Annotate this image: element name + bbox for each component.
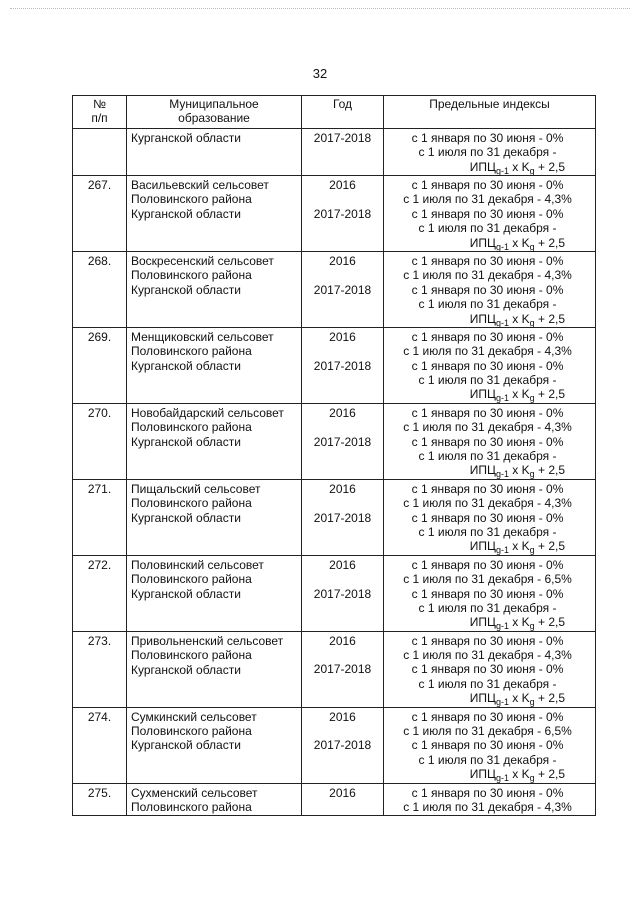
index-formula (384, 160, 591, 174)
formula-cpi: ИПЦ (469, 615, 496, 630)
year-cell (302, 175, 384, 251)
index-formula (384, 463, 591, 480)
municipality-name: Новобайдарский сельсовет Половинского района Курганской области (127, 403, 302, 479)
formula-coef: x K (508, 767, 530, 782)
index-line: с 1 июля по 31 декабря - 4,3% (403, 344, 572, 359)
year-cell (302, 783, 384, 816)
row-number: 275. (73, 783, 127, 816)
index-line: с 1 января по 30 июня - 0% (411, 282, 564, 297)
table-row (73, 403, 596, 479)
header-municipality: Муниципальное образование (127, 96, 302, 129)
index-cell (384, 175, 596, 251)
municipality-name: Воскресенский сельсовет Половинского района Курганской области (127, 251, 302, 327)
index-line: с 1 января по 30 июня - 0% (411, 434, 564, 449)
index-line: с 1 января по 30 июня - 0% (411, 510, 564, 525)
formula-coef-subscript: g (529, 317, 535, 328)
formula-cpi: ИПЦ (469, 463, 496, 478)
year-value: 2017-2018 (313, 738, 372, 753)
municipality-name: Пищальский сельсовет Половинского района Курганской области (127, 479, 302, 555)
year-value (302, 268, 383, 282)
year-value (302, 192, 383, 206)
formula-cpi: ИПЦ (469, 387, 496, 402)
formula-coef: x K (508, 463, 530, 478)
header-number: № п/п (73, 96, 127, 129)
year-value: 2016 (329, 405, 356, 420)
index-cell (384, 128, 596, 175)
year-value: 2016 (329, 253, 356, 268)
row-number: 268. (73, 251, 127, 327)
formula-coef-subscript: g (529, 393, 535, 404)
formula-cpi-subscript: g-1 (495, 393, 509, 404)
index-line: с 1 января по 30 июня - 0% (411, 662, 564, 677)
formula-addend: + 2,5 (534, 311, 565, 326)
row-number: 274. (73, 707, 127, 783)
table-body (73, 128, 596, 816)
formula-cpi: ИПЦ (469, 767, 496, 782)
formula-coef-subscript: g (529, 545, 535, 556)
index-formula (384, 312, 591, 326)
year-value: 2016 (329, 633, 356, 648)
index-formula (384, 767, 591, 784)
year-cell (302, 251, 384, 327)
formula-addend: + 2,5 (534, 615, 565, 630)
index-formula (384, 387, 591, 404)
year-value: 2016 (329, 481, 356, 496)
index-line: с 1 января по 30 июня - 0% (411, 358, 564, 373)
formula-cpi-subscript: g-1 (495, 545, 509, 556)
year-value (302, 420, 383, 434)
table-row (73, 251, 596, 327)
year-value: 2016 (329, 557, 356, 572)
year-cell (302, 327, 384, 403)
index-cell (384, 555, 596, 631)
index-line: с 1 января по 30 июня - 0% (411, 130, 564, 145)
municipality-name: Васильевский сельсовет Половинского района Курганской области (127, 175, 302, 251)
table-row (73, 707, 596, 783)
municipality-name: Половинский сельсовет Половинского района Курганской области (127, 555, 302, 631)
row-number: 270. (73, 403, 127, 479)
year-value: 2016 (329, 709, 356, 724)
formula-addend: + 2,5 (534, 159, 565, 174)
formula-coef: x K (508, 311, 530, 326)
year-value (302, 344, 383, 358)
index-cell (384, 327, 596, 403)
table-row (73, 555, 596, 631)
index-line: с 1 января по 30 июня - 0% (411, 586, 564, 601)
table-row (73, 631, 596, 707)
year-value: 2017-2018 (313, 586, 372, 601)
formula-coef-subscript: g (529, 469, 535, 480)
formula-coef: x K (508, 615, 530, 630)
index-formula (384, 615, 591, 632)
table-row (73, 783, 596, 816)
index-line: с 1 января по 30 июня - 0% (411, 738, 564, 753)
index-line: с 1 января по 30 июня - 0% (411, 177, 564, 192)
index-line: с 1 июля по 31 декабря - (418, 752, 557, 767)
index-line: с 1 января по 30 июня - 0% (411, 253, 564, 268)
formula-cpi: ИПЦ (469, 311, 496, 326)
year-value (302, 648, 383, 662)
formula-cpi-subscript: g-1 (495, 469, 509, 480)
table-header-row (73, 96, 596, 129)
index-line: с 1 июля по 31 декабря - 4,3% (403, 192, 572, 207)
index-line: с 1 июля по 31 декабря - (418, 145, 557, 160)
index-line: с 1 января по 30 июня - 0% (411, 709, 564, 724)
formula-cpi-subscript: g-1 (495, 317, 509, 328)
year-cell (302, 631, 384, 707)
index-formula (384, 691, 591, 708)
index-line: с 1 июля по 31 декабря - (418, 373, 557, 388)
municipality-name: Сумкинский сельсовет Половинского района Курганской области (127, 707, 302, 783)
index-line: с 1 января по 30 июня - 0% (411, 785, 564, 800)
index-line: с 1 января по 30 июня - 0% (411, 206, 564, 221)
year-cell (302, 555, 384, 631)
table-row (73, 128, 596, 175)
year-value: 2017-2018 (313, 282, 372, 297)
year-value: 2016 (329, 785, 356, 800)
formula-cpi-subscript: g-1 (495, 697, 509, 708)
year-value: 2017-2018 (313, 130, 372, 145)
index-cell (384, 403, 596, 479)
row-number: 267. (73, 175, 127, 251)
year-value: 2017-2018 (313, 206, 372, 221)
formula-cpi-subscript: g-1 (495, 165, 509, 176)
header-year: Год (302, 96, 384, 129)
formula-cpi: ИПЦ (469, 539, 496, 554)
price-index-table (72, 95, 596, 816)
formula-coef-subscript: g (529, 773, 535, 784)
formula-cpi: ИПЦ (469, 159, 496, 174)
year-cell (302, 403, 384, 479)
year-cell (302, 128, 384, 175)
index-cell (384, 707, 596, 783)
index-line: с 1 июля по 31 декабря - (418, 449, 557, 464)
formula-coef: x K (508, 691, 530, 706)
municipality-name: Менщиковский сельсовет Половинского района Курганской области (127, 327, 302, 403)
index-cell (384, 251, 596, 327)
scan-edge-artifact (10, 8, 630, 10)
municipality-name: Курганской области (127, 128, 302, 175)
year-value: 2017-2018 (313, 662, 372, 677)
year-value: 2016 (329, 177, 356, 192)
municipality-name: Привольненский сельсовет Половинского района Курганской области (127, 631, 302, 707)
row-number: 273. (73, 631, 127, 707)
formula-coef-subscript: g (529, 621, 535, 632)
formula-cpi-subscript: g-1 (495, 621, 509, 632)
formula-coef-subscript: g (529, 165, 535, 176)
formula-coef: x K (508, 539, 530, 554)
formula-addend: + 2,5 (534, 387, 565, 402)
index-line: с 1 июля по 31 декабря - 4,3% (403, 268, 572, 283)
year-value: 2016 (329, 329, 356, 344)
index-formula (384, 539, 591, 556)
formula-addend: + 2,5 (534, 463, 565, 478)
year-value (302, 724, 383, 738)
index-cell (384, 631, 596, 707)
municipality-name: Сухменский сельсовет Половинского района (127, 783, 302, 816)
formula-coef: x K (508, 387, 530, 402)
index-line: с 1 июля по 31 декабря - 6,5% (403, 724, 572, 739)
index-line: с 1 июля по 31 декабря - (418, 600, 557, 615)
row-number: 269. (73, 327, 127, 403)
formula-coef: x K (508, 159, 530, 174)
table-row (73, 175, 596, 251)
year-cell (302, 707, 384, 783)
year-value (302, 572, 383, 586)
formula-cpi-subscript: g-1 (495, 773, 509, 784)
page-number: 32 (312, 66, 328, 81)
formula-cpi: ИПЦ (469, 235, 496, 250)
index-line: с 1 июля по 31 декабря - (418, 297, 557, 312)
year-cell (302, 479, 384, 555)
formula-coef-subscript: g (529, 241, 535, 252)
index-formula (384, 236, 591, 250)
formula-addend: + 2,5 (534, 767, 565, 782)
index-line: с 1 января по 30 июня - 0% (411, 557, 564, 572)
index-line: с 1 июля по 31 декабря - 6,5% (403, 572, 572, 587)
index-line: с 1 января по 30 июня - 0% (411, 329, 564, 344)
index-line: с 1 июля по 31 декабря - (418, 524, 557, 539)
index-line: с 1 января по 30 июня - 0% (411, 633, 564, 648)
row-number (73, 128, 127, 175)
formula-addend: + 2,5 (534, 539, 565, 554)
index-line: с 1 июля по 31 декабря - 4,3% (403, 420, 572, 435)
formula-cpi-subscript: g-1 (495, 241, 509, 252)
table-row (73, 479, 596, 555)
index-line: с 1 января по 30 июня - 0% (411, 405, 564, 420)
header-indices: Предельные индексы (384, 96, 596, 129)
index-cell (384, 479, 596, 555)
year-value: 2017-2018 (313, 510, 372, 525)
row-number: 272. (73, 555, 127, 631)
formula-addend: + 2,5 (534, 235, 565, 250)
formula-coef: x K (508, 235, 530, 250)
index-line: с 1 января по 30 июня - 0% (411, 481, 564, 496)
year-value: 2017-2018 (313, 358, 372, 373)
index-line: с 1 июля по 31 декабря - 4,3% (403, 648, 572, 663)
row-number: 271. (73, 479, 127, 555)
index-line: с 1 июля по 31 декабря - (418, 221, 557, 236)
formula-addend: + 2,5 (534, 691, 565, 706)
table-row (73, 327, 596, 403)
index-line: с 1 июля по 31 декабря - 4,3% (403, 496, 572, 511)
year-value: 2017-2018 (313, 434, 372, 449)
index-line: с 1 июля по 31 декабря - (418, 676, 557, 691)
index-line: с 1 июля по 31 декабря - 4,3% (403, 800, 572, 814)
formula-cpi: ИПЦ (469, 691, 496, 706)
index-cell (384, 783, 596, 816)
formula-coef-subscript: g (529, 697, 535, 708)
year-value (302, 496, 383, 510)
